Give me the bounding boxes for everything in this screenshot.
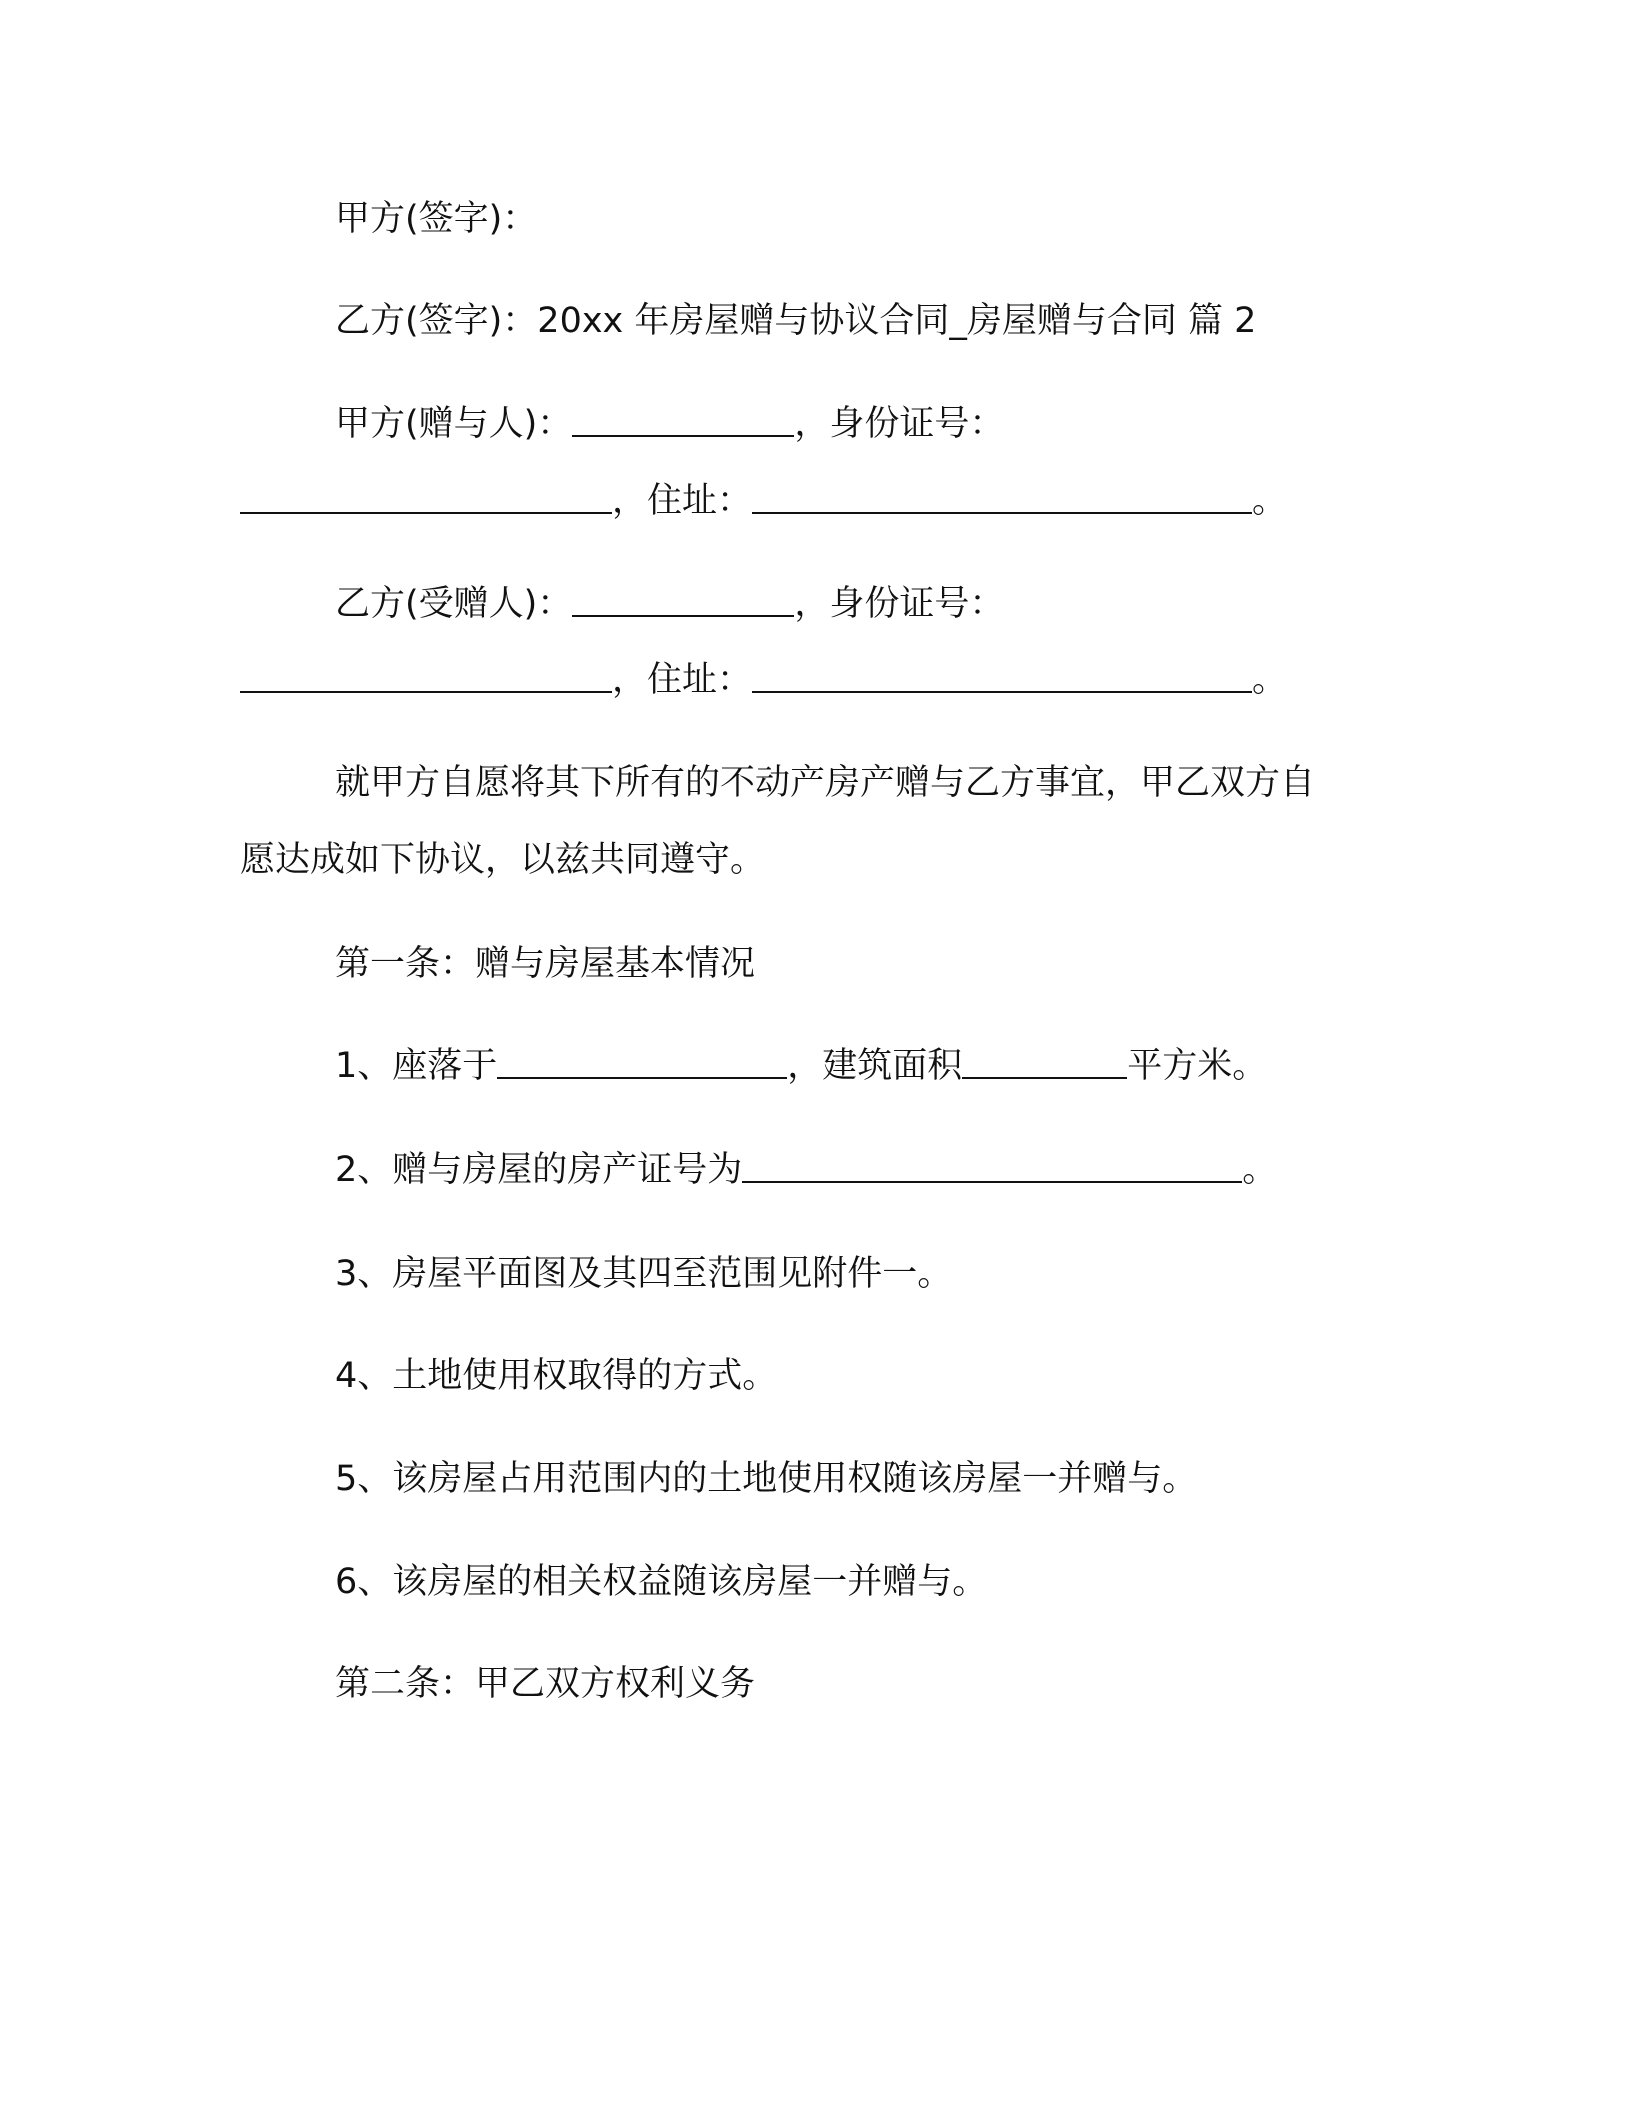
donor-line <box>335 400 1495 448</box>
item-5-line <box>335 1455 1495 1503</box>
item-3-text: 3、房屋平面图及其四至范围见附件一。 <box>335 1254 953 1294</box>
item-4-text: 4、土地使用权取得的方式。 <box>335 1356 778 1396</box>
item-6-line <box>335 1558 1495 1606</box>
article-2-heading <box>335 1660 1495 1708</box>
area-blank <box>962 1047 1127 1079</box>
intro-paragraph-line1 <box>335 759 1495 807</box>
donee-address-label: ，住址： <box>612 660 753 700</box>
item-1-suffix: 平方米。 <box>1127 1046 1268 1086</box>
intro-text-2: 愿达成如下协议，以兹共同遵守。 <box>240 840 766 880</box>
donor-label: 甲方(赠与人)： <box>335 404 573 444</box>
certificate-number-blank <box>742 1151 1242 1183</box>
donee-id-blank <box>240 661 612 693</box>
party-b-signature-label: 乙方(签字)：20xx 年房屋赠与协议合同_房屋赠与合同 篇 2 <box>335 301 1257 341</box>
item-6-text: 6、该房屋的相关权益随该房屋一并赠与。 <box>335 1562 988 1602</box>
item-1-line <box>335 1042 1495 1090</box>
donor-name-blank <box>572 405 794 437</box>
item-2-period: 。 <box>1242 1150 1278 1190</box>
donee-address-period: 。 <box>1252 660 1288 700</box>
party-a-signature-line <box>335 195 1495 243</box>
item-5-text: 5、该房屋占用范围内的土地使用权随该房屋一并赠与。 <box>335 1459 1198 1499</box>
party-b-signature-line <box>335 297 1495 345</box>
donee-line <box>335 580 1495 628</box>
donee-address-blank <box>752 661 1252 693</box>
article-2-title: 第二条：甲乙双方权利义务 <box>335 1664 756 1704</box>
item-3-line <box>335 1250 1495 1298</box>
item-4-line <box>335 1352 1495 1400</box>
donor-address-label: ，住址： <box>612 481 753 521</box>
donee-label: 乙方(受赠人)： <box>335 584 573 624</box>
donor-address-blank <box>752 482 1252 514</box>
donor-address-line <box>240 477 1400 525</box>
location-blank <box>497 1047 787 1079</box>
donor-address-period: 。 <box>1252 481 1288 521</box>
donor-id-blank <box>240 482 612 514</box>
donee-address-line <box>240 656 1400 704</box>
item-1-prefix: 1、座落于 <box>335 1046 498 1086</box>
donor-id-label: ，身份证号： <box>794 404 1005 444</box>
donee-name-blank <box>572 585 794 617</box>
item-2-line <box>335 1146 1495 1194</box>
item-1-middle: ，建筑面积 <box>787 1046 963 1086</box>
item-2-prefix: 2、赠与房屋的房产证号为 <box>335 1150 743 1190</box>
donee-id-label: ，身份证号： <box>794 584 1005 624</box>
article-1-title: 第一条：赠与房屋基本情况 <box>335 944 756 984</box>
intro-paragraph-line2 <box>240 836 1400 884</box>
party-a-signature-label: 甲方(签字)： <box>335 199 538 239</box>
intro-text-1: 就甲方自愿将其下所有的不动产房产赠与乙方事宜，甲乙双方自 <box>335 763 1316 803</box>
article-1-heading <box>335 940 1495 988</box>
